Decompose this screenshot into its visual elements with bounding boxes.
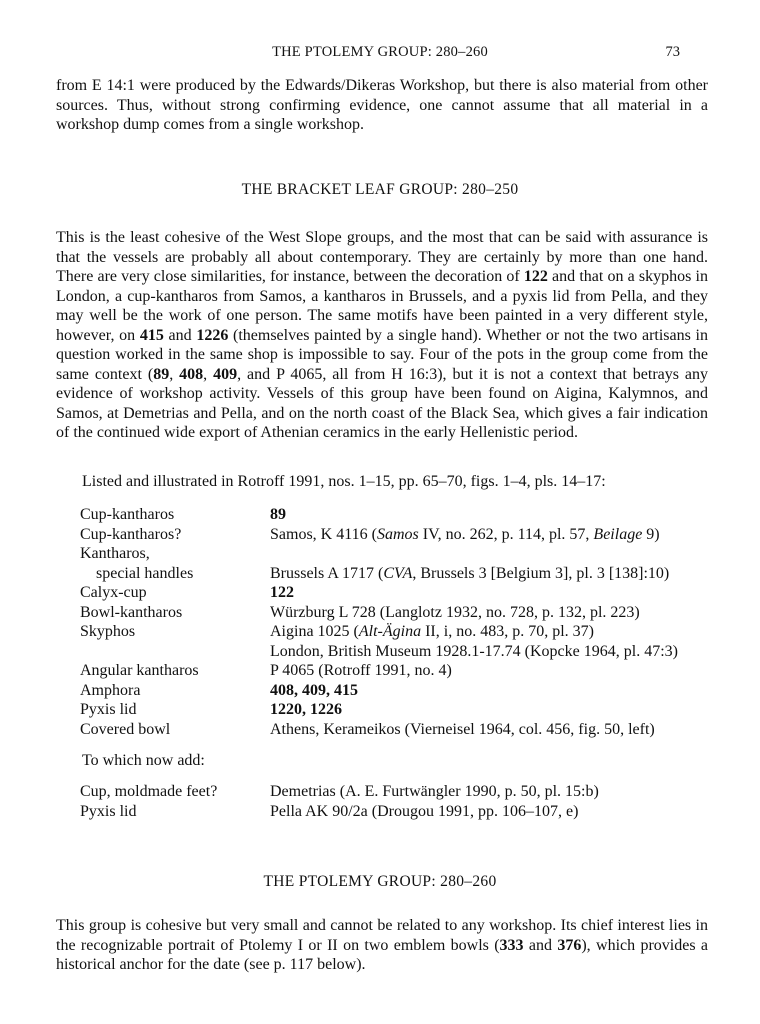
list-row: [80, 583, 730, 603]
vessel-type: Amphora: [80, 681, 141, 699]
catalogue-number: 376: [557, 936, 582, 954]
addendum-list: [80, 782, 730, 821]
vessel-reference: [270, 544, 730, 564]
vessel-reference: London, British Museum 1928.1-17.74 (Kopcke 1964, pl. 47:3): [270, 642, 678, 660]
vessel-reference: [270, 525, 730, 545]
section-heading-ptolemy: THE PTOLEMY GROUP: 280–260: [263, 873, 497, 890]
catalogue-number: 1220, 1226: [270, 701, 342, 718]
vessel-type: Angular kantharos: [80, 662, 199, 679]
vessel-reference: [270, 564, 730, 584]
text-run: This group is cohesive but very small and cannot be related to any workshop. Its chief interest lies in the recognizable portrait of Ptolemy I or II on two emblem bowls (: [56, 917, 708, 954]
text-run: Aigina 1025 (: [270, 623, 359, 640]
list-row: [80, 622, 730, 642]
vessel-type: Pyxis lid: [80, 701, 137, 718]
addendum-label: To which now add:: [82, 752, 205, 769]
listed-reference: Listed and illustrated in Rotroff 1991, nos. 1–15, pp. 65–70, figs. 1–4, pls. 14–17:: [82, 473, 606, 490]
vessel-reference: P 4065 (Rotroff 1991, no. 4): [270, 662, 452, 679]
italic-title: Samos: [376, 525, 419, 543]
catalogue-number: 122: [523, 268, 548, 285]
text-run: IV, no. 262, p. 114, pl. 57,: [418, 525, 594, 543]
list-row: [80, 661, 730, 681]
vessel-type: Cup, moldmade feet?: [80, 783, 218, 800]
text-run: ), which provides a historical anchor for the date (see p. 117 below).: [56, 936, 709, 973]
catalogue-number: 409: [213, 365, 238, 383]
vessel-reference: Demetrias (A. E. Furtwängler 1990, p. 50, pl. 15:b): [270, 783, 599, 800]
page-number: 73: [665, 44, 680, 60]
text-run: (themselves painted by a single hand). Whether or not the two artisans in question worked in the same shop is impossible to say. Four of the pots in the group come from the same context (: [56, 326, 708, 383]
catalogue-number: 415: [139, 326, 164, 344]
text-run: Samos, K 4116 (: [270, 525, 377, 543]
text-run: and: [523, 936, 558, 954]
vessel-type: Cup-kantharos?: [80, 525, 182, 543]
text-run: II, i, no. 483, p. 70, pl. 37): [421, 623, 594, 640]
catalogue-number: 408, 409, 415: [270, 681, 358, 699]
vessel-list: [80, 505, 730, 739]
list-row: [80, 564, 730, 584]
vessel-reference: [270, 505, 730, 525]
list-row: [80, 782, 730, 802]
running-title: THE PTOLEMY GROUP: 280–260: [272, 44, 488, 60]
text-run: 9): [642, 525, 660, 543]
section-heading-bracket-leaf: THE BRACKET LEAF GROUP: 280–250: [241, 181, 519, 198]
vessel-reference: Athens, Kerameikos (Vierneisel 1964, col. 456, fig. 50, left): [270, 720, 655, 738]
italic-title: CVA: [383, 564, 413, 582]
vessel-type: Calyx-cup: [80, 584, 147, 601]
vessel-type: Pyxis lid: [80, 802, 137, 820]
vessel-type: Covered bowl: [80, 720, 171, 738]
list-row: [80, 525, 730, 545]
vessel-type: [80, 642, 270, 662]
vessel-type-continued: special handles: [96, 564, 194, 582]
catalogue-number: 122: [270, 584, 294, 601]
running-header: [0, 44, 760, 64]
vessel-type: Kantharos,: [80, 545, 150, 562]
text-run: Brussels A 1717 (: [270, 564, 384, 582]
text-run: ,: [169, 365, 180, 383]
italic-title: Alt-Ägina: [358, 623, 422, 640]
catalogue-number: 333: [499, 936, 524, 954]
text-run: , and P 4065, all from H 16:3), but it is not a context that betrays any evidence of workshop activity. Vessels of this group have been found on Aigina, Kalymnos, and Samos, at Demetrias and Pella, and on the north coast of the Black Sea, which gives a fair indication of the continued wide export of Athenian ceramics in the early Hellenistic period.: [56, 365, 709, 441]
list-row: [80, 544, 730, 564]
vessel-reference: [270, 681, 730, 701]
list-row: [80, 700, 730, 720]
italic-title: Beilage: [593, 525, 643, 543]
text-run: , Brussels 3 [Belgium 3], pl. 3 [138]:10): [412, 564, 670, 582]
ptolemy-paragraph: [56, 916, 708, 975]
list-row: [80, 720, 730, 740]
list-row: [80, 505, 730, 525]
list-row: [80, 642, 730, 662]
vessel-reference: Würzburg L 728 (Langlotz 1932, no. 728, p. 132, pl. 223): [270, 603, 640, 621]
text-run: ,: [203, 365, 214, 383]
text-run: and that on a skyphos in London, a cup-kantharos from Samos, a kantharos in Brussels, and a pyxis lid from Pella, and they may well be the work of one person. The same motifs have been painted in a very different style, however, on: [56, 268, 708, 344]
list-row: [80, 603, 730, 623]
catalogue-number: 1226: [196, 326, 229, 344]
vessel-reference: [270, 700, 730, 720]
catalogue-number: 408: [179, 365, 204, 383]
vessel-type: [80, 564, 270, 584]
catalogue-number: 89: [270, 506, 286, 523]
vessel-type: Skyphos: [80, 623, 136, 640]
vessel-type: Bowl-kantharos: [80, 603, 183, 621]
bracket-leaf-paragraph: [56, 228, 708, 443]
vessel-type: Cup-kantharos: [80, 506, 175, 523]
catalogue-number: 89: [153, 365, 170, 383]
vessel-reference: [270, 622, 730, 642]
list-row: [80, 802, 730, 822]
text-run: and: [163, 326, 197, 344]
list-row: [80, 681, 730, 701]
text-run: This is the least cohesive of the West Slope groups, and the most that can be said with assurance is that the vessels are probably all about contemporary. They are certainly by more than one hand. There are very close similarities, for instance, between the decoration of: [56, 229, 708, 285]
intro-paragraph: from E 14:1 were produced by the Edwards/Dikeras Workshop, but there is also material from other sources. Thus, without strong confirming evidence, one cannot assume that all material in a workshop dump comes from a single workshop.: [56, 77, 708, 133]
vessel-reference: [270, 583, 730, 603]
vessel-reference: Pella AK 90/2a (Drougou 1991, pp. 106–107, e): [270, 802, 579, 820]
